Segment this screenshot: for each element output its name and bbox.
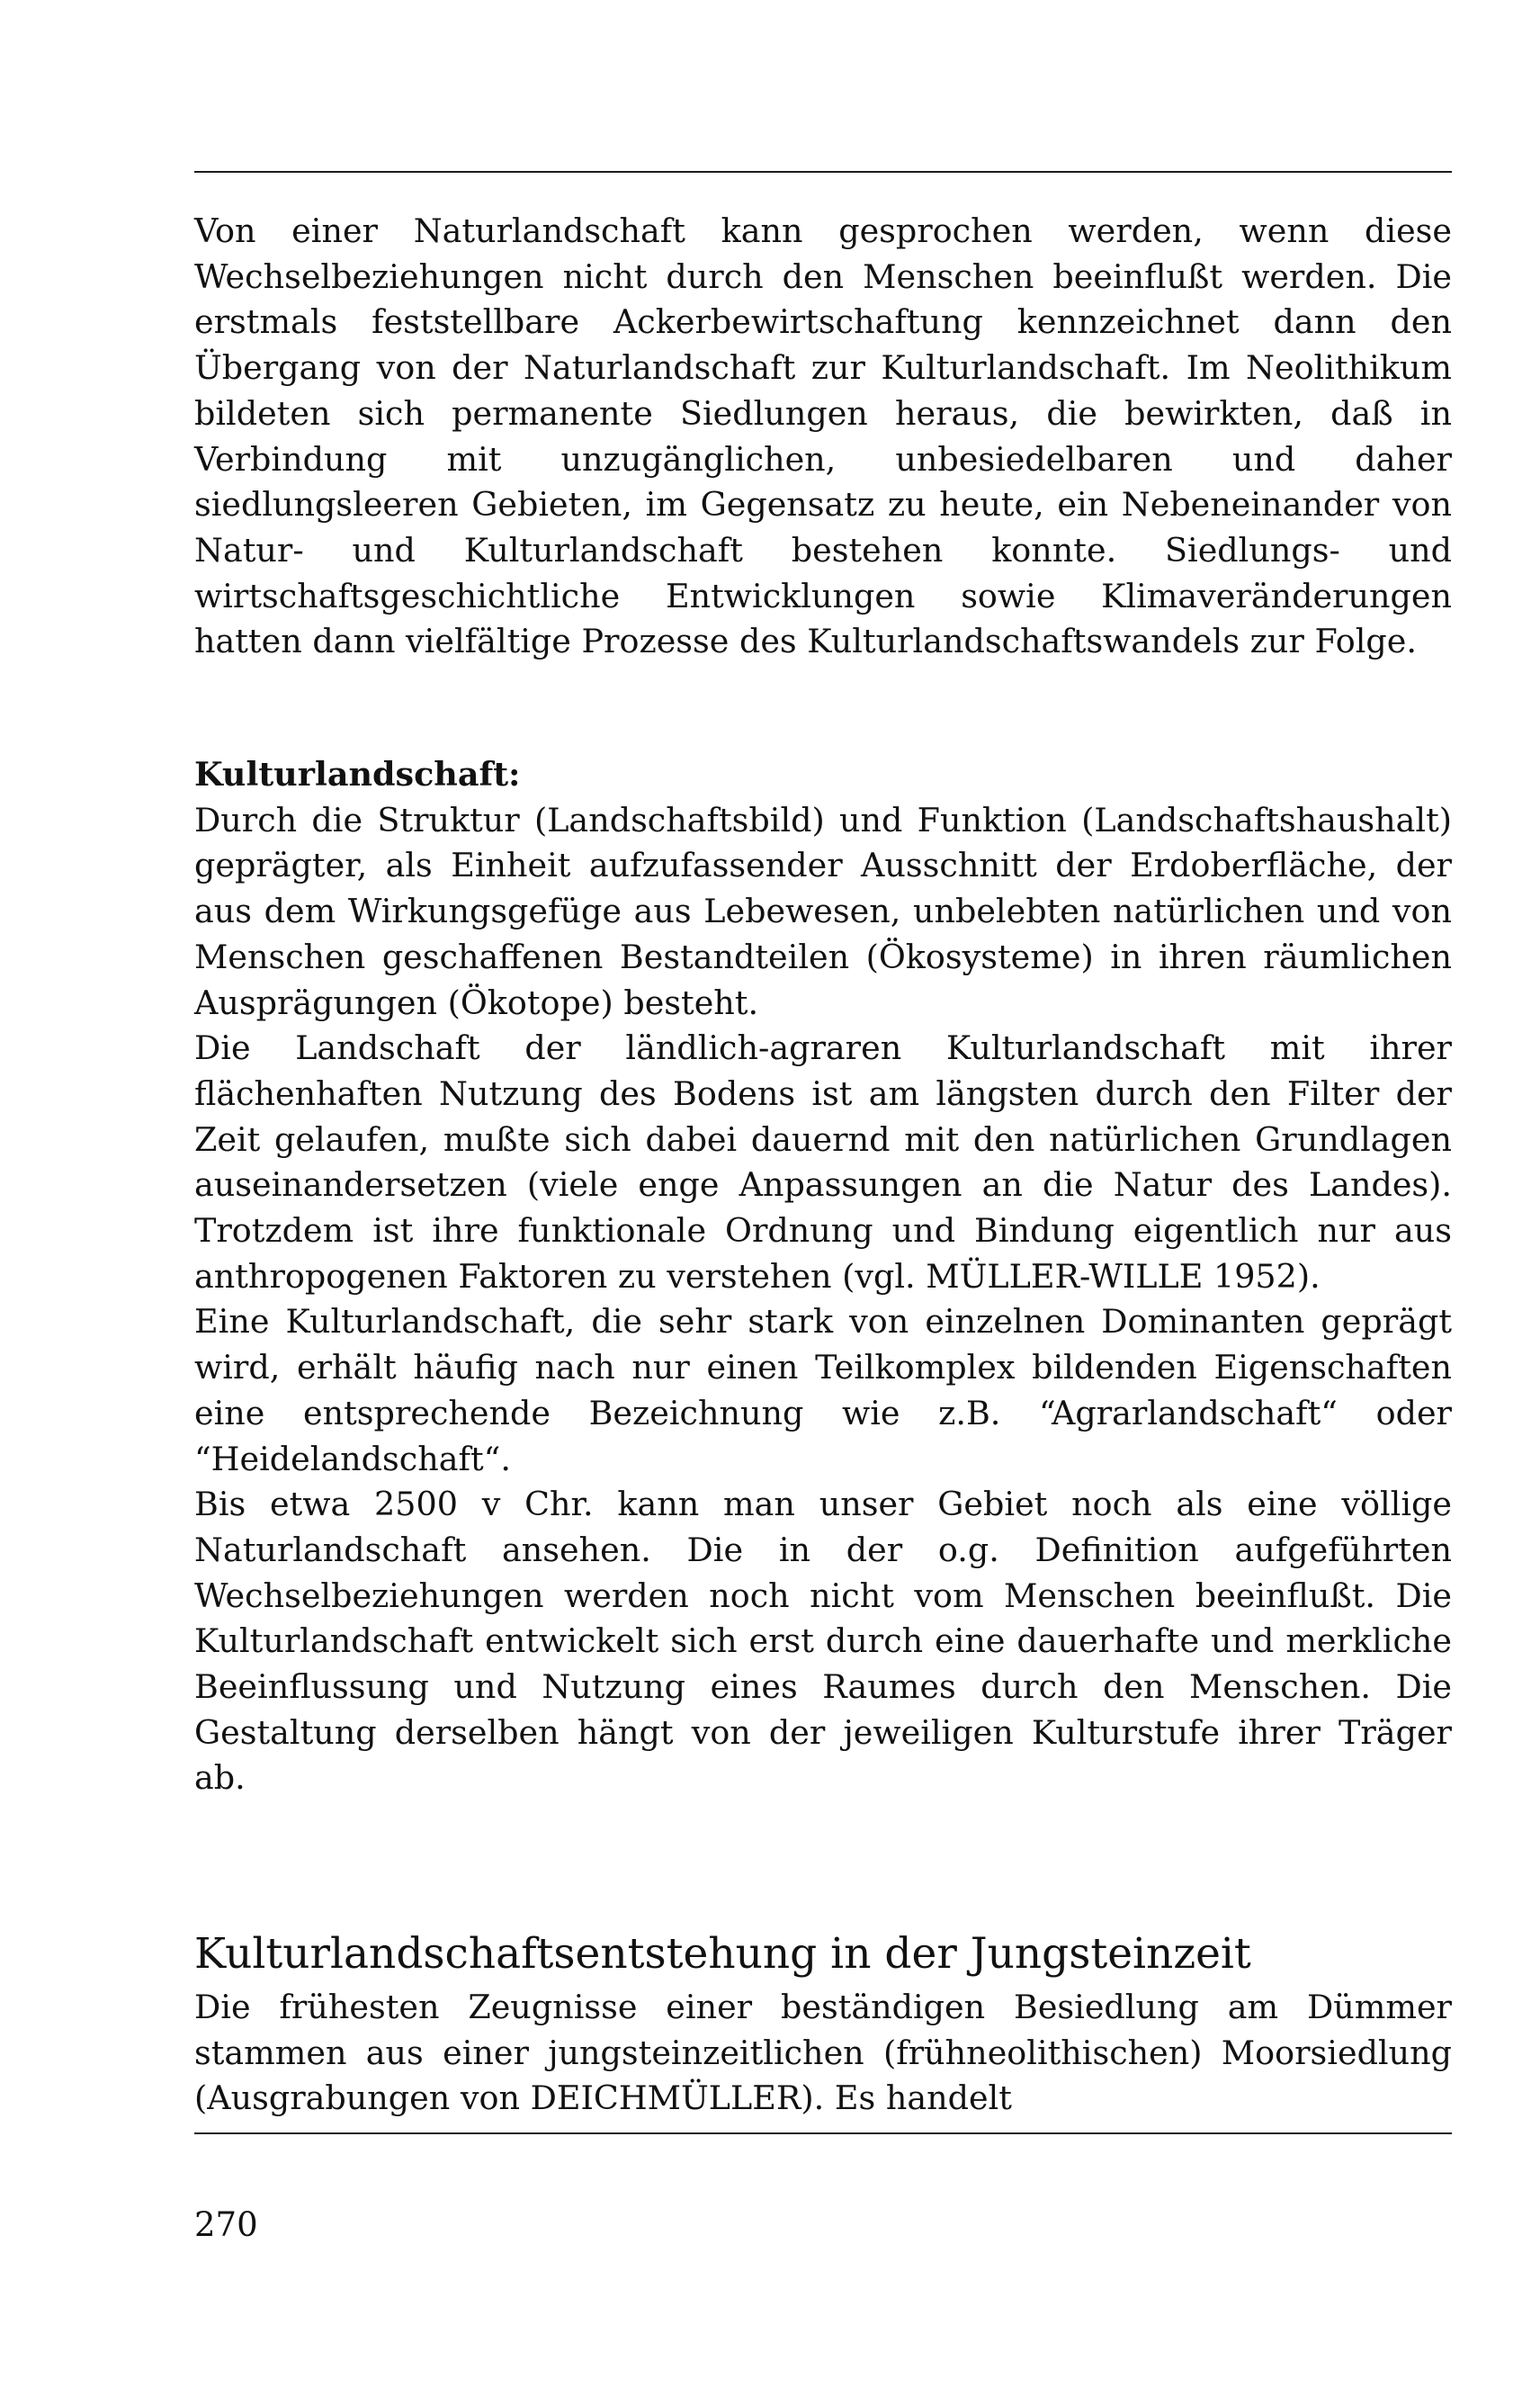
jungsteinzeit-heading: Kulturlandschaftsentstehung in der Jungsteinzeit bbox=[194, 1929, 1251, 1979]
agrar-paragraph: Die Landschaft der ländlich-agraren Kulturlandschaft mit ihrer flächenhaften Nutzung des Bodens ist am längsten durch den Filter der Zeit gelaufen, mußte sich dabei dauernd mit den natürlichen Grundlagen auseinandersetzen (viele enge Anpassungen an die Natur des Landes). Trotzdem ist ihre funktionale Ordnung und Bindung eigentlich nur aus anthropogenen Faktoren zu verstehen (vgl. MÜLLER-WILLE 1952). bbox=[194, 1028, 1452, 1296]
page-number: 270 bbox=[194, 2205, 258, 2244]
kulturlandschaft-heading: Kulturlandschaft: bbox=[194, 755, 521, 794]
intro-paragraph: Von einer Naturlandschaft kann gesprochen werden, wenn diese Wechselbeziehungen nicht durch den Menschen beeinflußt werden. Die erstmals feststellbare Ackerbewirtschaftung kennzeichnet dann den Übergang von der Naturlandschaft zur Kulturlandschaft. Im Neolithikum bildeten sich permanente Siedlungen heraus, die bewirkten, daß in Verbindung mit unzugänglichen, unbesiedelbaren und daher siedlungsleeren Gebieten, im Gegensatz zu heute, ein Nebeneinander von Natur- und Kulturlandschaft bestehen konnte. Siedlungs- und wirtschaftsgeschichtliche Entwicklungen sowie Klimaveränderungen hatten dann vielfältige Prozesse des Kulturlandschaftswandels zur Folge. bbox=[194, 211, 1452, 661]
jungsteinzeit-section bbox=[194, 1985, 1452, 2122]
definition-paragraph: Durch die Struktur (Landschaftsbild) und Funktion (Landschaftshaushalt) geprägter, als Einheit aufzufassender Ausschnitt der Erdoberfläche, der aus dem Wirkungsgefüge aus Lebewesen, unbelebten natürlichen und von Menschen geschaffenen Bestandteilen (Ökosysteme) in ihren räumlichen Ausprägungen (Ökotope) besteht. bbox=[194, 800, 1452, 1022]
top-rule bbox=[194, 171, 1452, 173]
naturlandschaft-paragraph: Bis etwa 2500 v Chr. kann man unser Gebiet noch als eine völlige Naturlandschaft ansehen. Die in der o.g. Definition aufgeführten Wechselbeziehungen werden noch nicht vom Menschen beeinflußt. Die Kulturlandschaft entwickelt sich erst durch eine dauerhafte und merkliche Beeinflussung und Nutzung eines Raumes durch den Menschen. Die Gestaltung derselben hängt von der jeweiligen Kulturstufe ihrer Träger ab. bbox=[194, 1485, 1452, 1798]
jungsteinzeit-paragraph: Die frühesten Zeugnisse einer beständigen Besiedlung am Dümmer stammen aus einer jungsteinzeitlichen (frühneolithischen) Moorsiedlung (Ausgrabungen von DEICHMÜLLER). Es handelt bbox=[194, 1988, 1452, 2118]
dominanten-paragraph: Eine Kulturlandschaft, die sehr stark von einzelnen Dominanten geprägt wird, erhält häufig nach nur einen Teilkomplex bildenden Eigenschaften eine entsprechende Bezeichnung wie z.B. “Agrarlandschaft“ oder “Heidelandschaft“. bbox=[194, 1302, 1452, 1478]
kulturlandschaft-section bbox=[194, 752, 1452, 1801]
intro-text bbox=[194, 209, 1452, 665]
bottom-rule bbox=[194, 2132, 1452, 2134]
